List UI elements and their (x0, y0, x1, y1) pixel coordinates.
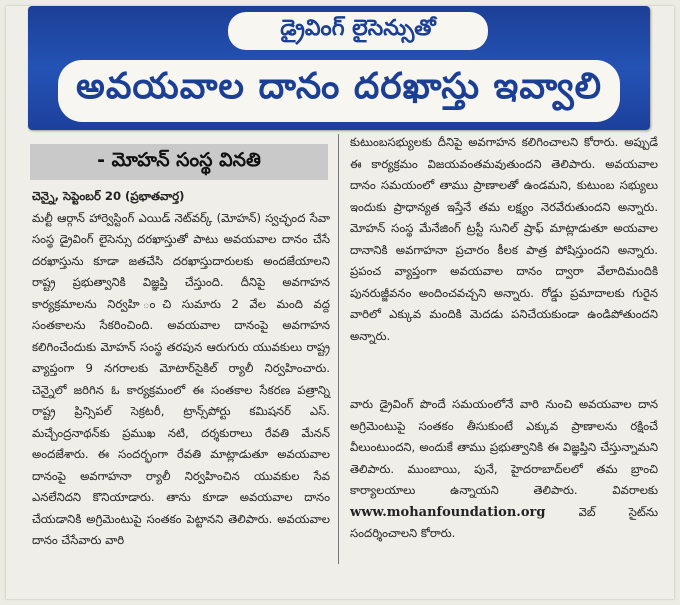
kicker-text: డ్రైవింగ్ లైసెన్సుతో (228, 12, 488, 50)
website-url: www.mohanfoundation.org (350, 504, 546, 520)
right-column-bottom-closing: వెబ్ సైట్‌ను సందర్శించాలని కోరారు. (350, 504, 658, 540)
left-column (32, 186, 330, 552)
dateline: చెన్నై, సెప్టెంబర్ 20 (ప్రభాతవార్త) (32, 189, 185, 203)
right-column-bottom-text: వారు డ్రైవింగ్ పొందే సమయంలోనే వారి నుంచి అవయవాల దాన అగ్రిమెంటుపై సంతకం తీసుకుంటే ఎక్కువ ప్రాణాలను రక్షించే వీలుంటుందని, అందుకే తాము ప్రభుత్వానికి ఈ విజ్ఞప్తిని చేస్తున్నామని తెలిపారు. ముంబాయి, పునే, హైదరాబాద్‌లలో తమ బ్రాంచి కార్యాలయాలు ఉన్నాయని తెలిపారు. వివరాలకు (350, 397, 658, 497)
right-column-bottom-body (350, 394, 658, 545)
byline-box: - మోహన్ సంస్థ వినతి (30, 144, 328, 180)
headline-banner (28, 6, 650, 130)
left-column-body: మల్టీ ఆర్గాన్ హార్వెస్టింగ్ ఎయిడ్ నెట్‌వర్క్ (మోహన్) స్వచ్ఛంద సేవా సంస్థ డ్రైవింగ్ లైసెన్సు దరఖాస్తుతో పాటు అవయవాల దానం చేసే దరఖాస్తును కూడా జతచేసి దరఖాస్తుదారులకు అందజేయాలని రాష్ట్ర ప్రభుత్వానికి విజ్ఞప్తి చేస్తుంది. దీనిపై అవగాహన కార్యక్రమాలను నిర్వహి ంచి సుమారు 2 వేల మంది వద్ద సంతకాలను సేకరించింది. అవయవాల దానంపై అవగాహన కలిగించేందుకు మోహన్ సంస్థ తరపున ఆరుగురు యువకులు రాష్ట్ర వ్యాప్తంగా 9 నగరాలకు మోటార్‌సైకిల్ ర్యాలీ నిర్వహించారు. చెన్నైలో జరిగిన ఓ కార్యక్రమంలో ఈ సంతకాల సేకరణ పత్రాన్ని రాష్ట్ర ప్రిన్సిపల్ సెక్రటరీ, ట్రాన్స్‌పోర్టు కమిషనర్ ఎస్. మచ్చేంద్రనాథన్‌కు ప్రముఖ నటి, దర్శకురాలు రేవతి మేనన్ అందజేశారు. ఈ సందర్భంగా రేవతి మాట్లాడుతూ అవయవాల దానంపై అవగాహనా ర్యాలీ నిర్వహించిన యువకుల సేవ ఎనలేనిదని కొనియాడారు. తాను కూడా అవయవాల దానం చేయడానికి అగ్రిమెంటుపై సంతకం పెట్టానని తెలిపారు. అవయవాల దానం చేసేవారు వారి (32, 210, 330, 547)
right-column-bottom (350, 394, 658, 545)
headline-text: అవయవాల దానం దరఖాస్తు ఇవ్వాలి (58, 60, 620, 122)
right-column-top-body: కుటుంబసభ్యులకు దీనిపై అవగాహన కలిగించాలని కోరారు. అప్పుడే ఈ కార్యక్రమం విజయవంతమవుతుందని తెలిపారు. అవయవాల దానం సమయంలో తాము ప్రాణాలతో ఉండమని, కుటుంబ సభ్యులు ఇందుకు ప్రాధాన్యత ఇస్తేనే తమ లక్ష్యం నెరవేరుతుందని అన్నారు. మోహన్ సంస్థ మేనేజింగ్ ట్రస్టీ సునిల్ ష్రాఫ్ మాట్లాడుతూ అయవాల దానానికి అవగాహనా ప్రచారం కీలక పాత్ర పోషిస్తుందని అన్నారు. ప్రపంచ వ్యాప్తంగా అవయవాల దానం ద్వారా వేలాదిమందికి పునరుజ్జీవనం అందించవచ్చని అన్నారు. రోడ్డు ప్రమాదాలకు గురైన వారిలో ఎక్కువ మందికి మెదడు పనిచేయకుండా ఉండిపోతుందని అన్నారు. (350, 135, 658, 343)
column-divider (338, 134, 339, 564)
newspaper-clipping (6, 6, 674, 599)
right-column-top (350, 132, 658, 347)
